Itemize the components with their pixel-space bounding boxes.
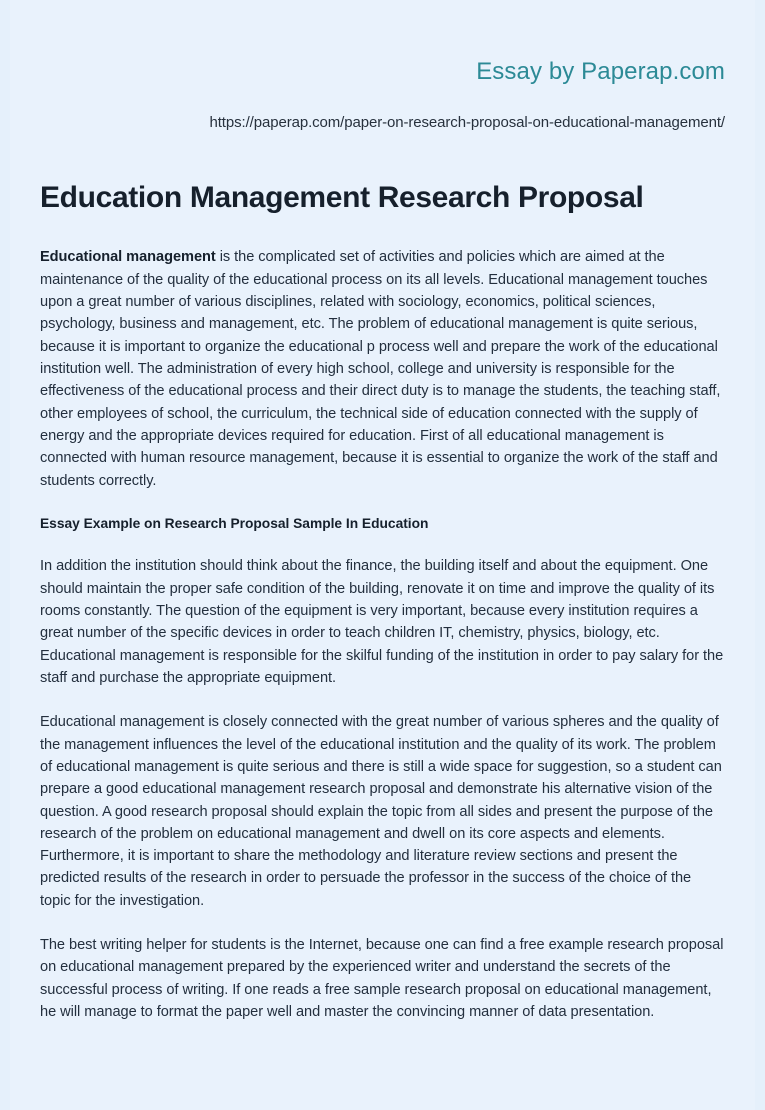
article-body — [40, 180, 725, 1023]
paragraph-intro-text: is the complicated set of activities and policies which are aimed at the maintenance of the quality of the educational process on its all levels. Educational management touches upon a great number of various disciplines, related with sociology, economics, political sciences, psychology, business and management, etc. The problem of educational management is quite serious, because it is important to organize the educational p process well and prepare the work of the educational institution well. The administration of every high school, college and university is responsible for the effectiveness of the educational process and their direct duty is to manage the students, the teaching staff, other employees of school, the curriculum, the technical side of education connected with the supply of energy and the appropriate devices required for education. First of all educational management is connected with human resource management, because it is essential to organize the work of the staff and students correctly. — [40, 249, 721, 489]
site-brand-title: Essay by Paperap.com — [476, 58, 725, 85]
source-url: https://paperap.com/paper-on-research-proposal-on-educational-management/ — [209, 113, 725, 131]
paragraph-4: The best writing helper for students is the Internet, because one can find a free example research proposal on educational management prepared by the experienced writer and understand the secrets of the successful process of writing. If one reads a free sample research proposal on educational management, he will manage to format the paper well and master the convincing manner of data presentation. — [40, 937, 724, 1021]
lead-term: Educational management — [40, 249, 216, 266]
page-title: Education Management Research Proposal — [40, 181, 644, 215]
paragraph-intro — [40, 246, 725, 492]
paragraph-3: Educational management is closely connected with the great number of various spheres and the quality of the management influences the level of the educational institution and the quality of its work. The problem of educational management is quite serious and there is still a wide space for suggestion, so a student can prepare a good educational management research proposal and demonstrate his alternative vision of the question. A good research proposal should explain the topic from all sides and present the purpose of the research of the problem on educational management and dwell on its core aspects and elements. Furthermore, it is important to share the methodology and literature review sections and present the predicted results of the research in order to persuade the professor in the success of the choice of the topic for the investigation. — [40, 714, 722, 909]
section-heading: Essay Example on Research Proposal Sample In Education — [40, 515, 429, 531]
paragraph-2: In addition the institution should think about the finance, the building itself and about the equipment. One should maintain the proper safe condition of the building, renovate it on time and improve the quality of its rooms constantly. The question of the equipment is very important, because every institution requires a great number of the specific devices in order to teach children IT, chemistry, physics, biology, etc. Educational management is responsible for the skilful funding of the institution in order to pay salary for the staff and purchase the appropriate equipment. — [40, 558, 724, 686]
site-header — [40, 0, 725, 132]
